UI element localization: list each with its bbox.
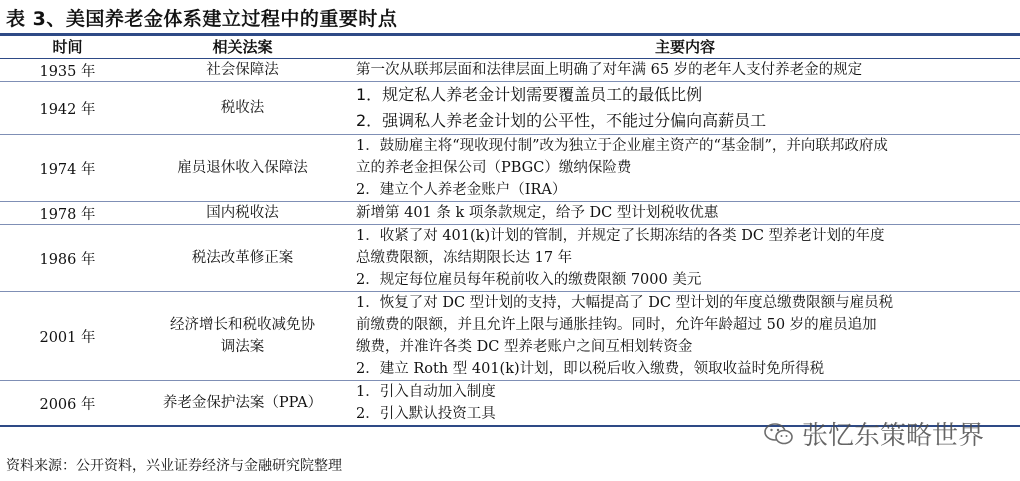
cell-content	[350, 292, 1020, 381]
table-row	[0, 82, 1020, 135]
top-rule	[0, 33, 1020, 36]
header-content: 主要内容	[350, 37, 1020, 59]
header-time: 时间	[0, 37, 135, 59]
law-line: 养老金保护法案（PPA）	[162, 395, 323, 411]
content-line: 1．收紧了对 401(k)计划的管制，并规定了长期冻结的各类 DC 型养老计划的年度	[356, 228, 885, 244]
cell-content	[350, 82, 1020, 135]
content-line: 1．鼓励雇主将“现收现付制”改为独立于企业雇主资产的“基金制”，并向联邦政府成	[356, 138, 888, 154]
cell-law	[135, 225, 350, 292]
law-line: 经济增长和税收减免协	[170, 317, 315, 333]
watermark	[764, 415, 984, 452]
table-row	[0, 59, 1020, 82]
table-body	[0, 59, 1020, 427]
content-line: 2．引入默认投资工具	[356, 406, 496, 422]
milestone-table	[0, 37, 1020, 427]
content-line: 1．规定私人养老金计划需要覆盖员工的最低比例	[356, 85, 703, 104]
table-row	[0, 135, 1020, 202]
law-line: 调法案	[220, 339, 265, 355]
cell-year: 1986 年	[0, 225, 135, 292]
cell-law	[135, 381, 350, 427]
law-line: 税法改革修正案	[191, 250, 294, 266]
content-line: 新增第 401 条 k 项条款规定，给予 DC 型计划税收优惠	[356, 205, 719, 221]
law-line: 社会保障法	[206, 62, 279, 78]
cell-law	[135, 292, 350, 381]
cell-law	[135, 135, 350, 202]
cell-year: 1942 年	[0, 82, 135, 135]
table-title: 表 3、美国养老金体系建立过程中的重要时点	[6, 8, 398, 30]
content-line: 总缴费限额，冻结期限长达 17 年	[356, 250, 573, 266]
content-line: 1．引入自动加入制度	[356, 384, 496, 400]
content-line: 立的养老金担保公司（PBGC）缴纳保险费	[356, 160, 632, 176]
wechat-icon	[764, 422, 794, 446]
cell-content	[350, 59, 1020, 82]
header-law: 相关法案	[135, 37, 350, 59]
content-line: 第一次从联邦层面和法律层面上明确了对年满 65 岁的老年人支付养老金的规定	[356, 62, 863, 78]
content-line: 2．建立个人养老金账户（IRA）	[356, 182, 567, 198]
law-line: 雇员退休收入保障法	[177, 160, 308, 176]
cell-law	[135, 202, 350, 225]
cell-year: 1978 年	[0, 202, 135, 225]
cell-content	[350, 135, 1020, 202]
cell-year: 2001 年	[0, 292, 135, 381]
content-line: 2．建立 Roth 型 401(k)计划，即以税后收入缴费，领取收益时免所得税	[356, 361, 825, 377]
source-note: 资料来源：公开资料，兴业证券经济与金融研究院整理	[6, 458, 342, 474]
cell-year: 1974 年	[0, 135, 135, 202]
content-line: 2．强调私人养老金计划的公平性，不能过分偏向高薪员工	[356, 111, 767, 130]
content-line: 1．恢复了对 DC 型计划的支持，大幅提高了 DC 型计划的年度总缴费限额与雇员税	[356, 295, 894, 311]
table-row	[0, 202, 1020, 225]
law-line: 税收法	[220, 100, 265, 116]
content-line: 缴费，并准许各类 DC 型养老账户之间互相划转资金	[356, 339, 693, 355]
cell-year: 2006 年	[0, 381, 135, 427]
cell-law	[135, 82, 350, 135]
watermark-text: 张忆东策略世界	[802, 421, 985, 451]
cell-content	[350, 225, 1020, 292]
cell-year: 1935 年	[0, 59, 135, 82]
content-line: 前缴费的限额，并且允许上限与通胀挂钩。同时，允许年龄超过 50 岁的雇员追加	[356, 317, 877, 333]
cell-content	[350, 202, 1020, 225]
content-line: 2．规定每位雇员每年税前收入的缴费限额 7000 美元	[356, 272, 702, 288]
cell-law	[135, 59, 350, 82]
table-row	[0, 225, 1020, 292]
header-row	[0, 37, 1020, 59]
table-row	[0, 292, 1020, 381]
law-line: 国内税收法	[206, 205, 279, 221]
